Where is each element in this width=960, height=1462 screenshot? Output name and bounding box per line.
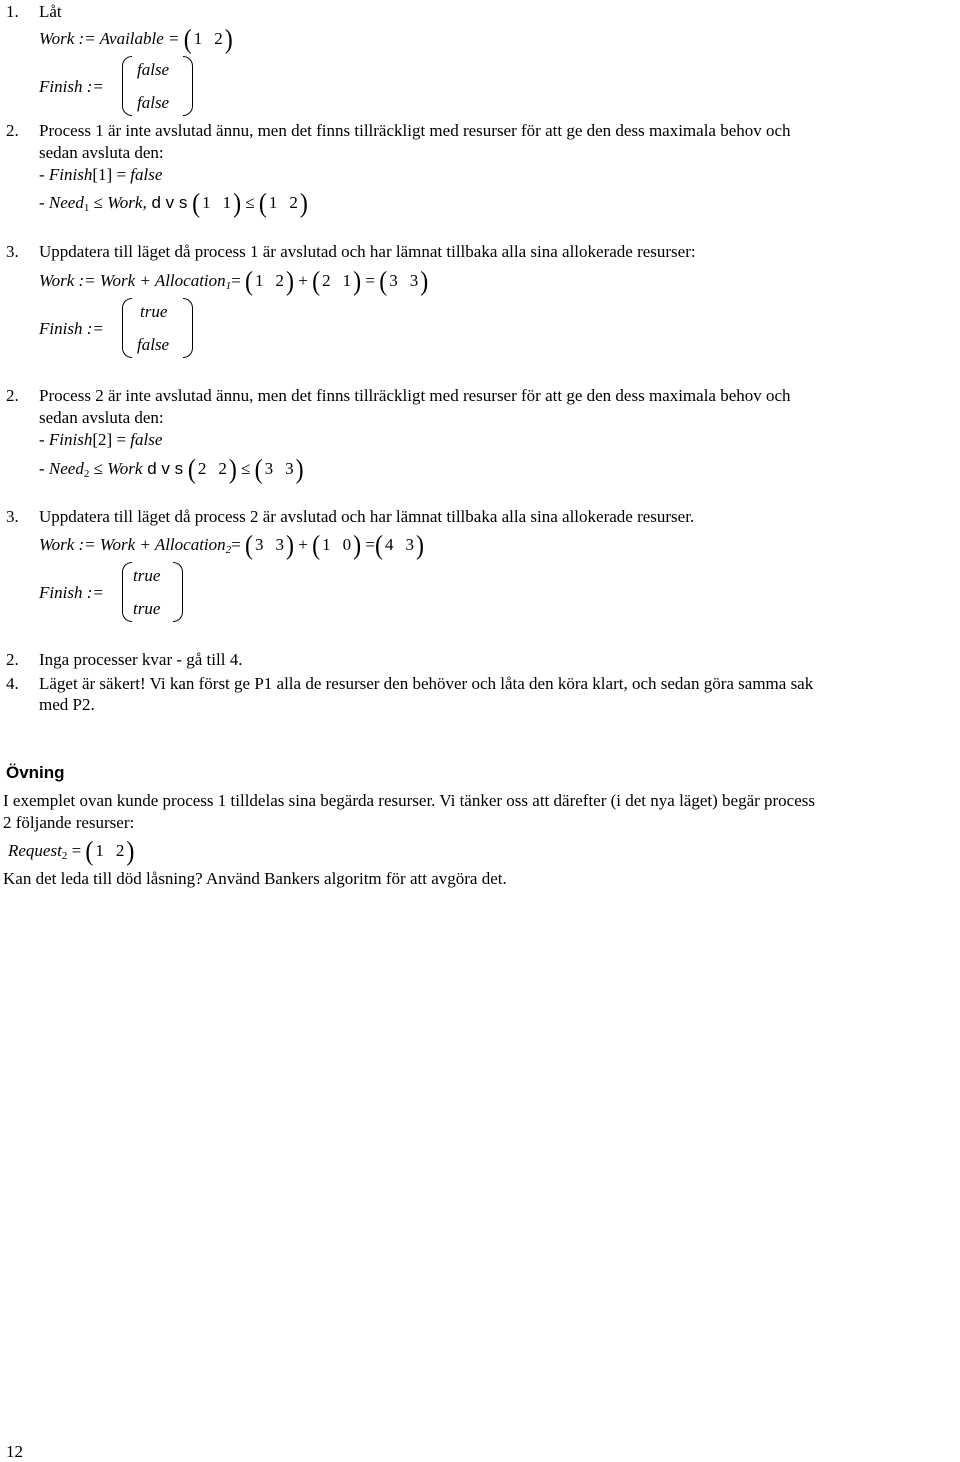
vector-value: 3	[389, 271, 398, 290]
left-paren: (	[379, 267, 388, 297]
finish-term: Finish	[48, 165, 93, 184]
bullet-dash: -	[39, 459, 49, 478]
left-paren: (	[258, 189, 267, 219]
vector-value: 0	[342, 535, 352, 554]
need-term: Need	[48, 193, 84, 212]
vector-value: 2	[289, 193, 298, 212]
step-1-finish-lhs: Finish :=	[39, 77, 104, 96]
vector-value: 1	[202, 193, 211, 212]
allocation-subscript: 2	[225, 544, 232, 556]
step-4-number: 4.	[6, 674, 19, 693]
step-3a-number: 3.	[6, 242, 19, 261]
step-1-work-equation	[39, 25, 233, 55]
need-subscript: 2	[83, 468, 90, 480]
vector-value: 1	[342, 271, 352, 290]
step-4-text-line2: med P2.	[39, 695, 95, 714]
work-lhs: Work := Work + Allocation	[39, 535, 226, 554]
step-1-label: Låt	[39, 2, 62, 21]
vector-value: 2	[275, 271, 284, 290]
finish-vector-bottom: false	[137, 335, 170, 354]
finish-index: [2] =	[92, 430, 131, 449]
bullet-dash: -	[39, 430, 49, 449]
finish-vector-right-bracket	[183, 298, 193, 358]
finish-term: Finish	[48, 430, 93, 449]
work-term: Work,	[107, 193, 147, 212]
plus: +	[298, 271, 308, 290]
equals: =	[365, 271, 375, 290]
finish-value: false	[130, 165, 163, 184]
le-symbol: ≤	[89, 193, 108, 212]
right-paren: )	[353, 267, 362, 297]
left-paren: (	[187, 455, 196, 485]
finish-vector-top: true	[133, 566, 161, 585]
vector-value: 2	[322, 271, 331, 290]
step-2c-number: 2.	[6, 650, 19, 669]
equals: =	[231, 271, 241, 290]
finish-vector-bottom: false	[137, 93, 170, 112]
work-lhs: Work := Available =	[39, 29, 180, 48]
vector-value: 1	[322, 535, 331, 554]
vector-value: 1	[255, 271, 264, 290]
finish-vector-right-bracket	[173, 562, 183, 622]
vector-value: 2	[218, 459, 227, 478]
exercise-line3: Kan det leda till död låsning? Använd Bankers algoritm för att avgöra det.	[3, 869, 507, 888]
step-3a-work-equation	[39, 267, 429, 297]
right-paren: )	[295, 455, 304, 485]
left-paren: (	[254, 455, 263, 485]
vector-value: 4	[384, 535, 394, 554]
step-3b-number: 3.	[6, 507, 19, 526]
vector-value: 3	[405, 535, 414, 554]
step-1-number: 1.	[6, 2, 19, 21]
right-paren: )	[286, 267, 294, 297]
exercise-heading: Övning	[6, 763, 65, 782]
left-paren: (	[245, 267, 253, 297]
right-paren: )	[420, 267, 429, 297]
right-paren: )	[233, 189, 242, 219]
right-paren: )	[224, 25, 233, 55]
vector-value: 3	[275, 535, 284, 554]
dvs-text: d v s	[142, 459, 188, 478]
request-equation	[8, 837, 135, 867]
finish-vector-left-bracket	[122, 562, 132, 622]
bullet-dash: -	[39, 193, 49, 212]
vector-value: 1	[95, 841, 104, 860]
vector-value: 3	[285, 459, 294, 478]
vector-value: 2	[197, 459, 207, 478]
step-2a-text-line1: Process 1 är inte avslutad ännu, men det finns tillräckligt med resurser för att ge den dess maximala behov och	[39, 121, 791, 140]
step-2b-text-line2: sedan avsluta den:	[39, 408, 164, 427]
allocation-subscript: 1	[225, 280, 232, 292]
request-term: Request	[8, 841, 62, 860]
right-paren: )	[126, 837, 135, 867]
work-lhs: Work := Work + Allocation	[39, 271, 226, 290]
left-paren: (	[312, 531, 321, 561]
right-paren: )	[415, 531, 424, 561]
right-paren: )	[228, 455, 237, 485]
vector-value: 2	[115, 841, 125, 860]
vector-value: 1	[222, 193, 232, 212]
equals: =	[67, 841, 86, 860]
step-3a-finish-lhs: Finish :=	[39, 319, 104, 338]
step-2b-text-line1: Process 2 är inte avslutad ännu, men det finns tillräckligt med resurser för att ge den dess maximala behov och	[39, 386, 791, 405]
finish-vector-right-bracket	[183, 56, 193, 116]
finish-vector-bottom: true	[133, 599, 161, 618]
step-3b-work-equation	[39, 531, 424, 561]
vector-value: 1	[268, 193, 278, 212]
step-2b-bullet-need	[39, 455, 304, 485]
step-2a-bullet-finish	[39, 166, 162, 185]
right-paren: )	[286, 531, 294, 561]
step-2a-bullet-need	[39, 189, 308, 219]
work-term: Work	[107, 459, 143, 478]
le-symbol: ≤	[241, 459, 251, 478]
step-3b-text: Uppdatera till läget då process 2 är avslutad och har lämnat tillbaka alla sina allokerade resurser.	[39, 507, 695, 526]
vector-value: 3	[264, 459, 274, 478]
plus: +	[298, 535, 308, 554]
finish-vector-left-bracket	[122, 56, 132, 116]
vector-value: 1	[193, 29, 203, 48]
left-paren: (	[192, 189, 201, 219]
finish-value: false	[130, 430, 163, 449]
le-symbol: ≤	[89, 459, 108, 478]
step-2a-text-line2: sedan avsluta den:	[39, 143, 164, 162]
finish-vector-top: true	[140, 302, 168, 321]
equals: =	[365, 535, 375, 554]
vector-value: 3	[255, 535, 264, 554]
step-3b-finish-lhs: Finish :=	[39, 583, 104, 602]
vector-value: 2	[214, 29, 223, 48]
need-term: Need	[48, 459, 84, 478]
left-paren: (	[374, 531, 383, 561]
dvs-text: d v s	[146, 193, 193, 212]
right-paren: )	[299, 189, 308, 219]
request-subscript: 2	[61, 850, 68, 862]
exercise-line2: 2 följande resurser:	[3, 813, 135, 832]
step-2b-bullet-finish	[39, 431, 162, 450]
le-symbol: ≤	[245, 193, 255, 212]
finish-index: [1] =	[92, 165, 131, 184]
equals: =	[231, 535, 241, 554]
finish-vector-top: false	[137, 60, 170, 79]
step-4-text-line1: Läget är säkert! Vi kan först ge P1 alla de resurser den behöver och låta den köra klart, och sedan göra samma sak	[39, 674, 814, 693]
left-paren: (	[85, 837, 94, 867]
left-paren: (	[312, 267, 321, 297]
need-subscript: 1	[83, 202, 90, 214]
step-2c-text: Inga processer kvar - gå till 4.	[39, 650, 243, 669]
left-paren: (	[245, 531, 253, 561]
left-paren: (	[183, 25, 192, 55]
step-2a-number: 2.	[6, 121, 19, 140]
vector-value: 3	[409, 271, 419, 290]
step-2b-number: 2.	[6, 386, 19, 405]
right-paren: )	[353, 531, 362, 561]
page-number: 12	[6, 1442, 23, 1461]
step-3a-text: Uppdatera till läget då process 1 är avslutad och har lämnat tillbaka alla sina allokerade resurser:	[39, 242, 696, 261]
finish-vector-left-bracket	[122, 298, 132, 358]
exercise-line1: I exemplet ovan kunde process 1 tilldelas sina begärda resurser. Vi tänker oss att därefter (i det nya läget) begär process	[3, 791, 816, 810]
bullet-dash: -	[39, 165, 49, 184]
